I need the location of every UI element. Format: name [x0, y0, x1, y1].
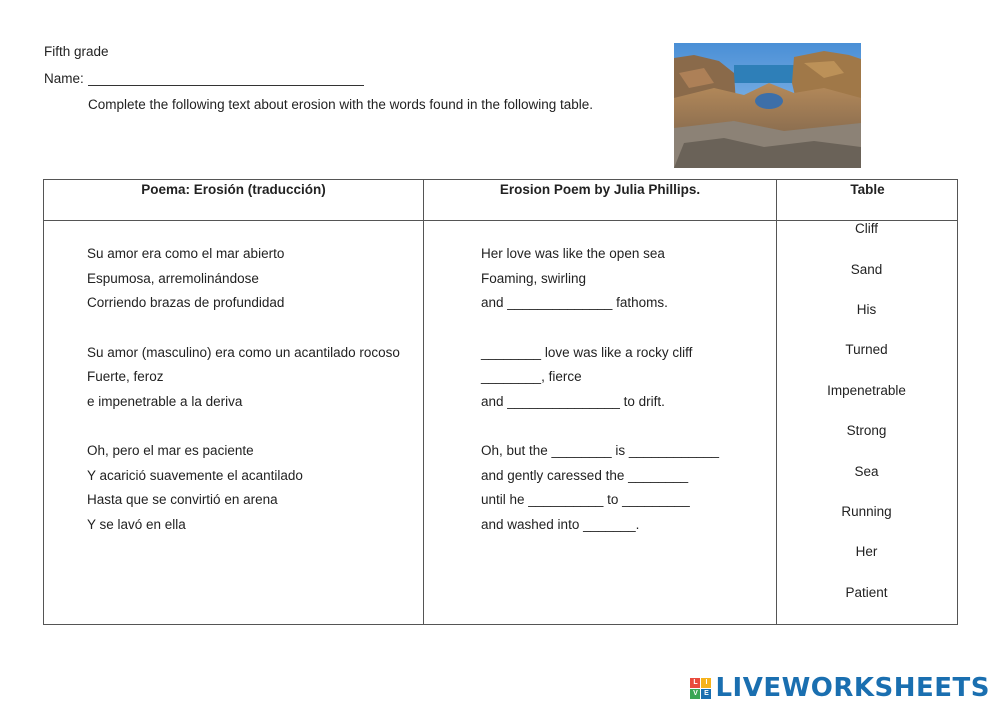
word-bank-item[interactable]: Impenetrable: [827, 383, 906, 398]
column-divider: [423, 180, 424, 624]
logo-tile: L: [690, 678, 700, 688]
name-label: Name:: [44, 71, 84, 86]
english-line-with-blank[interactable]: ________, fierce: [481, 369, 582, 384]
spanish-line: Corriendo brazas de profundidad: [87, 295, 285, 310]
english-line-with-blank[interactable]: and ______________ fathoms.: [481, 295, 668, 310]
english-line: Her love was like the open sea: [481, 246, 665, 261]
spanish-line: e impenetrable a la deriva: [87, 394, 243, 409]
spanish-line: Fuerte, feroz: [87, 369, 164, 384]
spanish-line: Su amor (masculino) era como un acantilado rocoso: [87, 345, 400, 360]
english-line-with-blank[interactable]: until he __________ to _________: [481, 492, 690, 507]
header-spanish: Poema: Erosión (traducción): [141, 182, 326, 197]
coastal-cliff-photo: [674, 43, 861, 168]
spanish-line: Hasta que se convirtió en arena: [87, 492, 278, 507]
spanish-line: Su amor era como el mar abierto: [87, 246, 285, 261]
logo-tile: I: [701, 678, 711, 688]
word-bank-item[interactable]: Sand: [850, 262, 883, 277]
word-bank-item[interactable]: Strong: [846, 423, 887, 438]
name-row: [44, 72, 364, 86]
logo-text: LIVEWORKSHEETS: [715, 673, 990, 703]
english-line: Foaming, swirling: [481, 271, 587, 286]
header-english: Erosion Poem by Julia Phillips.: [499, 182, 701, 197]
word-bank-item[interactable]: Running: [841, 504, 892, 519]
english-line-with-blank[interactable]: and _______________ to drift.: [481, 394, 665, 409]
word-bank-item[interactable]: Patient: [845, 585, 888, 600]
word-bank-item[interactable]: His: [856, 302, 877, 317]
grade-label: Fifth grade: [44, 44, 109, 59]
instructions: Complete the following text about erosion with the words found in the following table.: [88, 97, 594, 112]
liveworksheets-logo-icon: [690, 678, 711, 699]
liveworksheets-logo[interactable]: [690, 674, 990, 702]
word-bank-item[interactable]: Her: [855, 544, 878, 559]
word-bank-item[interactable]: Sea: [854, 464, 879, 479]
word-bank-item[interactable]: Cliff: [854, 221, 878, 236]
english-line-with-blank[interactable]: Oh, but the ________ is ____________: [481, 443, 719, 458]
spanish-line: Y acarició suavemente el acantilado: [87, 468, 303, 483]
header-word-table: Table: [850, 182, 885, 197]
word-bank-item[interactable]: Turned: [845, 342, 888, 357]
english-line-with-blank[interactable]: and gently caressed the ________: [481, 468, 689, 483]
english-line-with-blank[interactable]: ________ love was like a rocky cliff: [481, 345, 693, 360]
spanish-line: Y se lavó en ella: [87, 517, 186, 532]
name-blank-line[interactable]: [88, 73, 364, 86]
spanish-line: Oh, pero el mar es paciente: [87, 443, 254, 458]
spanish-line: Espumosa, arremolinándose: [87, 271, 259, 286]
english-line-with-blank[interactable]: and washed into _______.: [481, 517, 640, 532]
logo-tile: V: [690, 689, 700, 699]
logo-tile: E: [701, 689, 711, 699]
